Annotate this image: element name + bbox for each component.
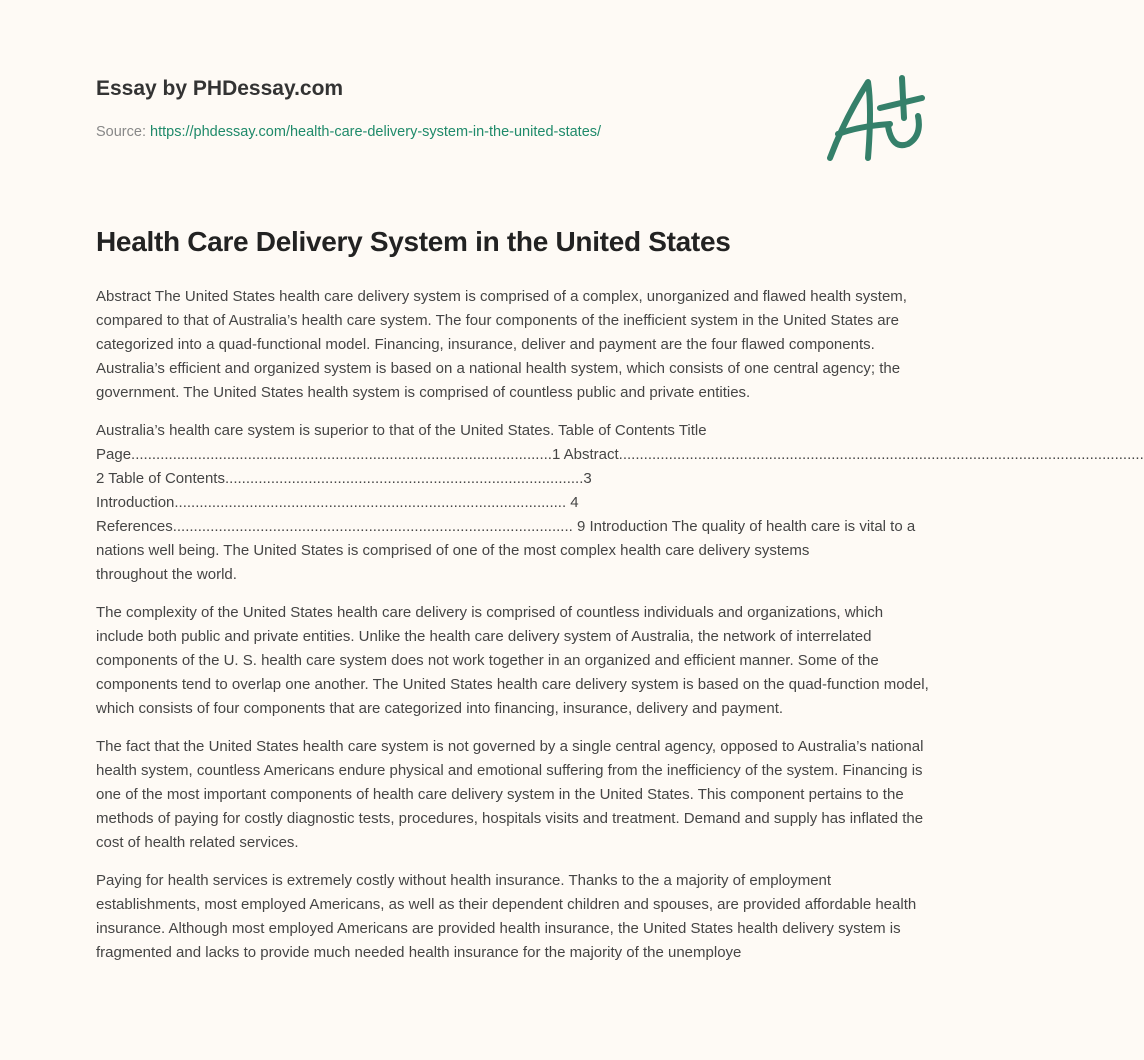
paragraph: Abstract The United States health care delivery system is comprised of a complex, unorganized and flawed health system, compared to that of Australia’s health care system. The four components of the inefficient system in the United States are categorized into a quad-functional model. Financing, insurance, deliver and payment are the four flawed components. Australia’s efficient and organized system is based on a national health system, which consists of one central agency; the government. The United States health system is comprised of countless public and private entities.: [96, 288, 907, 401]
paragraph-toc: [96, 419, 1144, 587]
toc-line: nations well being. The United States is comprised of one of the most complex health care delivery systems: [96, 542, 810, 559]
essay-body: [96, 285, 1144, 979]
toc-line: Introduction.............................................................................................. 4: [96, 494, 579, 511]
source-line: [96, 124, 601, 140]
site-brand: Essay by PHDessay.com: [96, 77, 344, 100]
paragraph: The fact that the United States health care system is not governed by a single central agency, opposed to Australia’s national health system, countless Americans endure physical and emotional suffering from the inefficiency of the system. Financing is one of the most important components of health care delivery system in the United States. This component pertains to the methods of paying for costly diagnostic tests, procedures, hospitals visits and treatment. Demand and supply has inflated the cost of health related services.: [96, 738, 924, 851]
source-link[interactable]: https://phdessay.com/health-care-delivery-system-in-the-united-states/: [150, 124, 602, 140]
toc-line: References................................................................................................ 9 Introduction The quality of health care is vital to a: [96, 518, 916, 535]
toc-line: Australia’s health care system is superior to that of the United States. Table of Contents Title: [96, 422, 707, 439]
toc-line: Page.....................................................................................................1 Abstract..............................................................................................................................: [96, 446, 1144, 463]
toc-line: 2 Table of Contents......................................................................................3: [96, 470, 592, 487]
paragraph: The complexity of the United States health care delivery is comprised of countless individuals and organizations, which include both public and private entities. Unlike the health care delivery system of Australia, the network of interrelated components of the U. S. health care system does not work together in an organized and efficient manner. Some of the components tend to overlap one another. The United States health care delivery system is based on the quad-function model, which consists of four components that are categorized into financing, insurance, delivery and payment.: [96, 604, 929, 717]
essay-title: Health Care Delivery System in the United States: [96, 226, 731, 257]
source-label: Source:: [96, 124, 146, 140]
toc-line: throughout the world.: [96, 566, 237, 583]
a-plus-logo-icon: [820, 68, 930, 168]
paragraph: Paying for health services is extremely costly without health insurance. Thanks to the a majority of employment establishments, most employed Americans, as well as their dependent children and spouses, are provided affordable health insurance. Although most employed Americans are provided health insurance, the United States health delivery system is fragmented and lacks to provide much needed health insurance for the majority of the unemploye: [96, 872, 917, 961]
